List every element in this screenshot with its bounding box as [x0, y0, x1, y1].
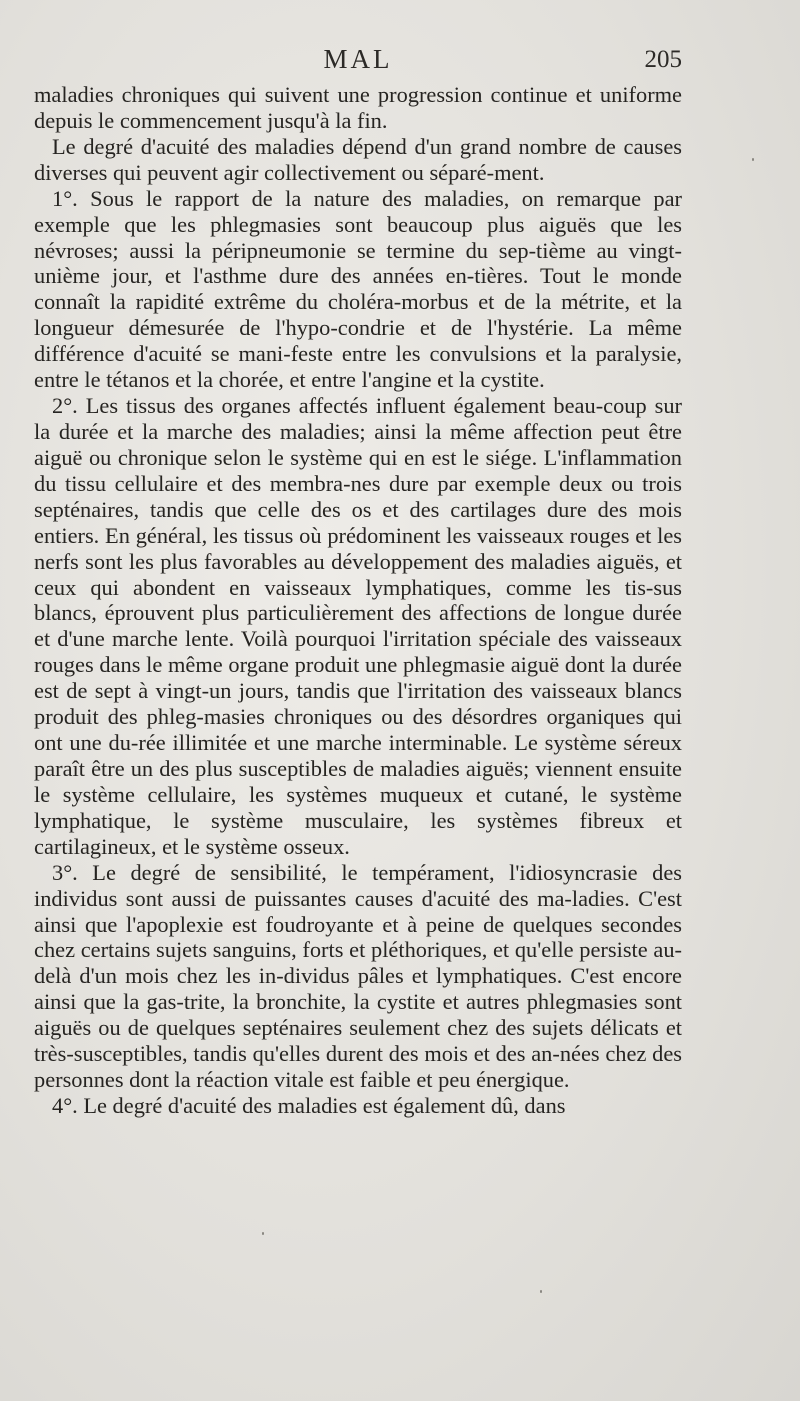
paragraph-point-1: 1°. Sous le rapport de la nature des maladies, on remarque par exemple que les phlegmasies sont beaucoup plus aiguës que les névroses; aussi la péripneumonie se termine du sep-tième au vingt-unième jour, et l'asthme dure des années en-tières. Tout le monde connaît la rapidité extrême du choléra-morbus et de la métrite, et la longueur démesurée de l'hypo-condrie et de l'hystérie. La même différence d'acuité se mani-feste entre les convulsions et la paralysie, entre le tétanos et la chorée, et entre l'angine et la cystite.: [34, 185, 682, 393]
paragraph-point-4: 4°. Le degré d'acuité des maladies est également dû, dans: [52, 1092, 566, 1118]
page-header: [34, 44, 682, 84]
paragraph-point-2: 2°. Les tissus des organes affectés influent également beau-coup sur la durée et la marche des maladies; ainsi la même affection peut être aiguë ou chronique selon le système qui en est le siége. L'inflammation du tissu cellulaire et des membra-nes dure par exemple deux ou trois septénaires, tandis que celle des os et des cartilages dure des mois entiers. En général, les tissus où prédominent les vaisseaux rouges et les nerfs sont les plus favorables au développement des maladies aiguës, et ceux qui abondent en vaisseaux lymphatiques, comme les tis-sus blancs, éprouvent plus particulièrement des affections de longue durée et d'une marche lente. Voilà pourquoi l'irritation spéciale des vaisseaux rouges dans le même organe produit une phlegmasie aiguë dont la durée est de sept à vingt-un jours, tandis que l'irritation des vaisseaux blancs produit des phleg-masies chroniques ou des désordres organiques qui ont une du-rée illimitée et une marche interminable. Le système séreux paraît être un des plus susceptibles de maladies aiguës; viennent ensuite le système cellulaire, les systèmes muqueux et cutané, le système lymphatique, le système musculaire, les systèmes fibreux et cartilagineux, et le système osseux.: [34, 393, 682, 859]
paper-speck: [262, 1232, 264, 1235]
page-number: 205: [644, 46, 682, 73]
paragraph-acuity-causes: Le degré d'acuité des maladies dépend d'un grand nombre de causes diverses qui peuvent agir collectivement ou séparé-ment.: [34, 133, 682, 185]
paragraph-continued: maladies chroniques qui suivent une progression continue et uniforme depuis le commencement jusqu'à la fin.: [34, 82, 682, 133]
paragraph-point-3: 3°. Le degré de sensibilité, le tempérament, l'idiosyncrasie des individus sont aussi de puissantes causes d'acuité des ma-ladies. C'est ainsi que l'apoplexie est foudroyante et à peine de quelques secondes chez certains sujets sanguins, forts et pléthoriques, et qu'elle persiste au-delà d'un mois chez les in-dividus pâles et lymphatiques. C'est encore ainsi que la gas-trite, la bronchite, la cystite et autres phlegmasies sont aiguës ou de quelques septénaires seulement chez des sujets délicats et très-susceptibles, tandis qu'elles durent des mois et des an-nées chez des personnes dont la réaction vitale est faible et peu énergique.: [34, 859, 682, 1093]
running-head: MAL: [323, 44, 393, 74]
paper-speck: [752, 158, 754, 161]
paper-speck: [540, 1290, 542, 1293]
body-text: [34, 82, 682, 1119]
